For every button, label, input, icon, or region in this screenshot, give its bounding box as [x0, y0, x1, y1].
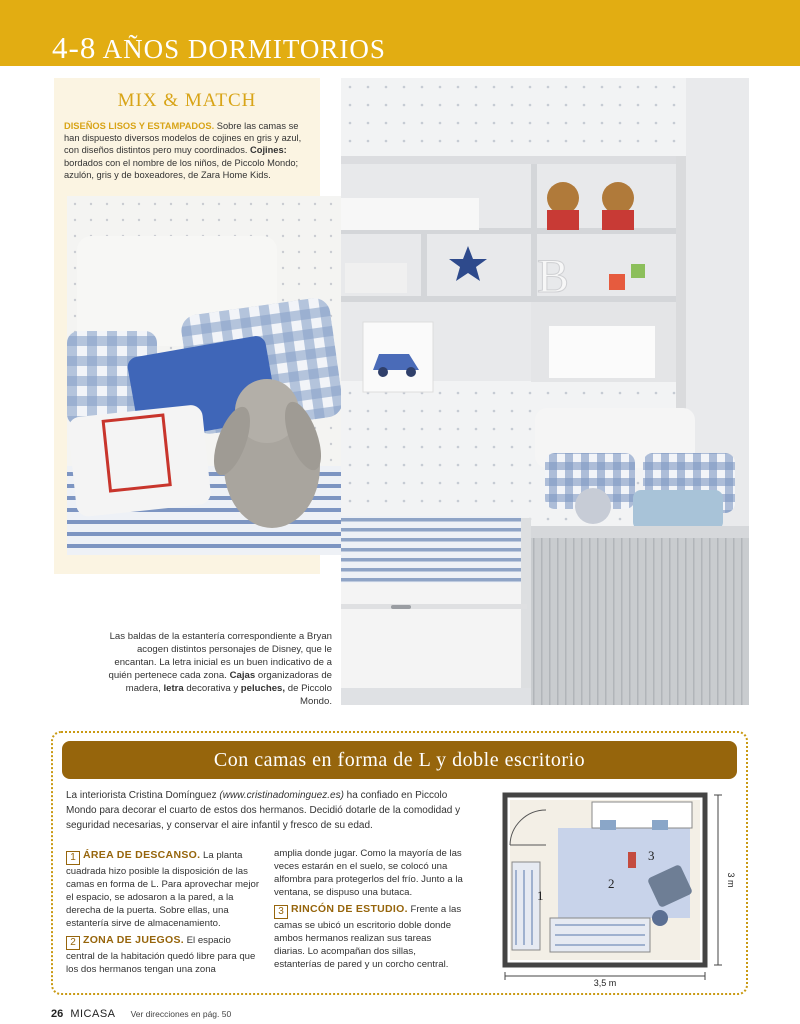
photo-caption — [108, 630, 332, 709]
caption-text-3: decorativa y — [183, 683, 241, 695]
bedroom-photo — [341, 78, 749, 705]
mix-match-box — [54, 78, 320, 574]
item-heading: ZONA DE JUEGOS. — [83, 934, 184, 946]
floor-plan — [500, 790, 740, 990]
cushions-photo — [67, 196, 361, 555]
section-banner — [62, 741, 737, 779]
header-divider — [0, 66, 800, 68]
text-column-1 — [66, 849, 262, 980]
section-title-numbers: 4-8 — [52, 30, 97, 65]
cojines-label: Cojines: — [250, 145, 287, 156]
item-zona-juegos-continued — [274, 847, 464, 899]
page-number: 26 — [51, 1008, 64, 1020]
section-title — [52, 30, 386, 66]
plan-label-2: 2 — [608, 876, 615, 891]
mix-match-lead: DISEÑOS LISOS Y ESTAMPADOS. — [64, 121, 215, 131]
plan-label-3: 3 — [648, 848, 655, 863]
directions-reference: Ver direcciones en pág. 50 — [130, 1009, 232, 1019]
section-banner-title: Con camas en forma de L y doble escritorio — [213, 749, 586, 771]
plan-label-1: 1 — [537, 888, 544, 903]
item-number-badge: 2 — [66, 936, 80, 950]
page-header-band — [0, 0, 800, 66]
plan-dimension-height: 3 m — [726, 872, 736, 888]
page-footer — [51, 1008, 231, 1020]
caption-text-1: Las baldas de la estantería correspondiente a Bryan acogen distintos personajes de Disney, que le encantan. La letra inicial es un buen indicativo de a quién pertenece cada zona. — [108, 631, 332, 682]
caption-letra: letra — [163, 683, 184, 695]
item-zona-juegos — [66, 934, 262, 976]
caption-peluches: peluches, — [240, 683, 286, 695]
item-rincon-estudio — [274, 903, 464, 971]
caption-cajas: Cajas — [229, 670, 256, 682]
mix-match-title: MIX & MATCH — [117, 90, 257, 111]
item-text: amplia donde jugar. Como la mayoría de las veces estarán en el suelo, se colocó una alfombra para protegerlos del frío. Junto a la ventana, se dispuso una butaca. — [274, 848, 463, 898]
text-column-2 — [274, 847, 464, 975]
item-number-badge: 3 — [274, 905, 288, 919]
magazine-name: MICASA — [70, 1008, 116, 1020]
designer-website: (www.cristinadominguez.es) — [219, 790, 344, 801]
mix-match-body-2: bordados con el nombre de los niños, de Piccolo Mondo; azulón, gris y de boxeadores, de Zara Home Kids. — [64, 157, 299, 180]
section-title-text: AÑOS DORMITORIOS — [102, 34, 386, 64]
mix-match-text — [64, 120, 314, 181]
item-text: Frente a las camas se ubicó un escritorio doble donde ambos hermanos realizan sus tareas diarias. Lo acompañan dos sillas, estanterías de pared y un corcho central. — [274, 904, 462, 970]
caption-text-2: organizadoras de madera, — [125, 670, 332, 695]
item-area-descanso — [66, 849, 262, 930]
svg-text:B: B — [537, 250, 570, 303]
item-number-badge: 1 — [66, 851, 80, 865]
mix-match-body-1: Sobre las camas se han dispuesto diversos modelos de cojines en gris y azul, con diseños distintos pero muy coordinados. — [64, 121, 302, 156]
item-text: El espacio central de la habitación quedó libre para que los dos hermanos tengan una zona — [66, 935, 256, 975]
section-intro — [66, 788, 466, 833]
item-heading: RINCÓN DE ESTUDIO. — [291, 903, 408, 915]
item-text: La planta cuadrada hizo posible la disposición de las camas en forma de L. Para aprovechar mejor el espacio, se adosaron a la pared, a la derecha de la puerta. Sobre ellas, una estantería sirve de almacenamiento. — [66, 850, 260, 929]
intro-text-1: La interiorista Cristina Domínguez — [66, 790, 220, 801]
item-heading: ÁREA DE DESCANSO. — [83, 849, 201, 861]
intro-text-2: ha confiado en Piccolo Mondo para decorar el cuarto de estos dos hermanos. Decidió dotarle de la comodidad y seguridad necesarias, y conservar el aire infantil y fresco de su edad. — [66, 790, 461, 831]
plan-dimension-width: 3,5 m — [593, 978, 617, 988]
caption-text-4: de Piccolo Mondo. — [285, 683, 332, 708]
